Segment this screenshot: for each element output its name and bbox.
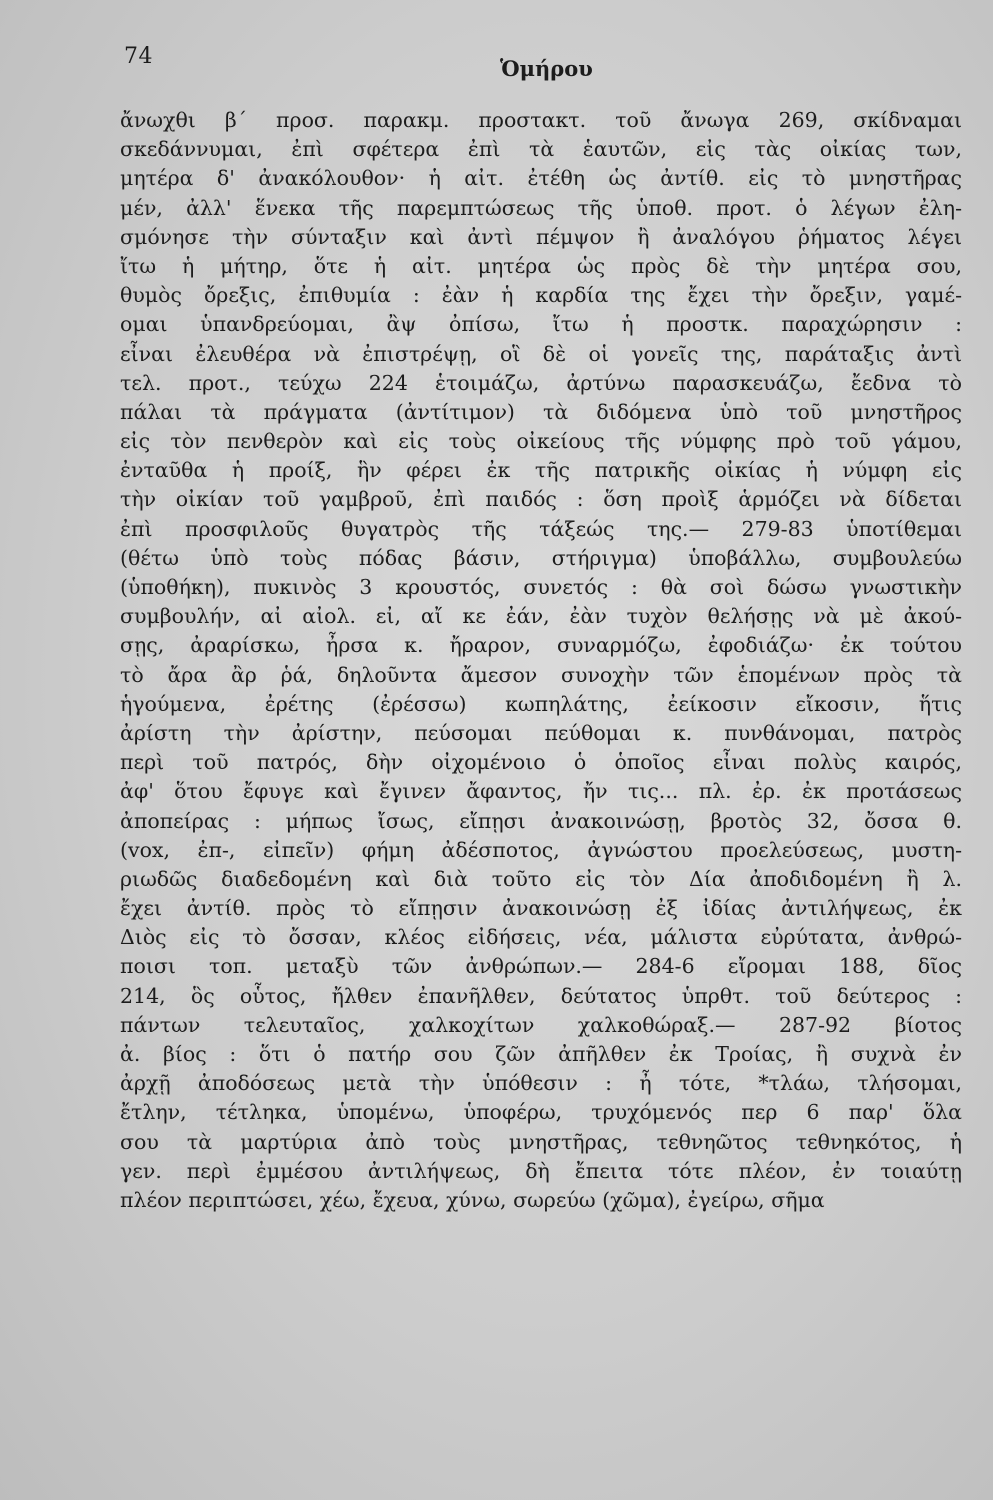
text-line: τελ. προτ., τεύχω 224 ἑτοιμάζω, ἀρτύνω παρασκευάζω, ἔεδνα τὸ — [120, 370, 962, 395]
commentary-text — [120, 106, 962, 1215]
running-title: Ὁμήρου — [500, 56, 593, 81]
text-line: ἄνωχθι β΄ προσ. παρακμ. προστακτ. τοῦ ἄνωγα 269, σκίδναμαι — [120, 108, 962, 132]
page-number: 74 — [124, 44, 153, 69]
text-line: πάλαι τὰ πράγματα (ἀντίτιμον) τὰ διδόμενα ὑπὸ τοῦ μνηστῆρος — [120, 399, 962, 424]
text-line: ἡγούμενα, ἐρέτης (ἐρέσσω) κωπηλάτης, ἐείκοσιν εἴκοσιν, ἥτις — [120, 691, 962, 716]
text-line: ομαι ὑπανδρεύομαι, ἂψ ὀπίσω, ἴτω ἡ προστκ. παραχώρησιν : — [120, 312, 962, 337]
text-line: ἀφ' ὅτου ἔφυγε καὶ ἔγινεν ἄφαντος, ἤν τις... πλ. ἐρ. ἐκ προτάσεως — [120, 779, 962, 804]
text-line: 214, ὃς οὗτος, ἤλθεν ἐπανῆλθεν, δεύτατος ὑπρθτ. τοῦ δεύτερος : — [120, 983, 962, 1008]
text-line: σῃς, ἀραρίσκω, ἦρσα κ. ἤραρον, συναρμόζω, ἐφοδιάζω· ἐκ τούτου — [120, 633, 962, 658]
text-line: εἶναι ἐλευθέρα νὰ ἐπιστρέψῃ, οἳ δὲ οἱ γονεῖς της, παράταξις ἀντὶ — [120, 341, 962, 366]
text-line: τὴν οἰκίαν τοῦ γαμβροῦ, ἐπὶ παιδός : ὅση προὶξ ἁρμόζει νὰ δίδεται — [120, 487, 962, 512]
text-line: σμόνησε τὴν σύνταξιν καὶ ἀντὶ πέμψον ἢ ἀναλόγου ῥήματος λέγει — [120, 224, 962, 249]
text-line: Διὸς εἰς τὸ ὄσσαν, κλέος εἰδήσεις, νέα, μάλιστα εὐρύτατα, ἀνθρώ- — [120, 925, 962, 950]
text-line: ἐνταῦθα ἡ προίξ, ἣν φέρει ἐκ τῆς πατρικῆς οἰκίας ἡ νύμφη εἰς — [120, 458, 962, 483]
text-line: μέν, ἀλλ' ἕνεκα τῆς παρεμπτώσεως τῆς ὑποθ. προτ. ὁ λέγων ἐλη- — [120, 195, 962, 220]
text-line: (vox, ἐπ-, εἰπεῖν) φήμη ἀδέσποτος, ἀγνώστου προελεύσεως, μυστη- — [120, 837, 962, 862]
text-line: ἀρχῇ ἀποδόσεως μετὰ τὴν ὑπόθεσιν : ἦ τότε, *τλάω, τλήσομαι, — [120, 1071, 962, 1096]
text-line: εἰς τὸν πενθερὸν καὶ εἰς τοὺς οἰκείους τῆς νύμφης πρὸ τοῦ γάμου, — [120, 429, 962, 454]
text-line: ἀποπείρας : μήπως ἴσως, εἴπῃσι ἀνακοινώσῃ, βροτὸς 32, ὄσσα θ. — [120, 808, 962, 833]
text-line: σκεδάννυμαι, ἐπὶ σφέτερα ἐπὶ τὰ ἑαυτῶν, εἰς τὰς οἰκίας των, — [120, 137, 962, 162]
text-line: ἔχει ἀντίθ. πρὸς τὸ εἴπῃσιν ἀνακοινώσῃ ἐξ ἰδίας ἀντιλήψεως, ἐκ — [120, 896, 962, 921]
text-line: (ὑποθήκη), πυκινὸς 3 κρουστός, συνετός : θὰ σοὶ δώσω γνωστικὴν — [120, 575, 962, 599]
text-line: (θέτω ὑπὸ τοὺς πόδας βάσιν, στήριγμα) ὑποβάλλω, συμβουλεύω — [120, 545, 962, 570]
text-line: σου τὰ μαρτύρια ἀπὸ τοὺς μνηστῆρας, τεθνηῶτος τεθνηκότος, ἡ — [120, 1129, 962, 1154]
text-line: ἴτω ἡ μήτηρ, ὅτε ἡ αἰτ. μητέρα ὡς πρὸς δὲ τὴν μητέρα σου, — [120, 253, 962, 278]
text-line: τὸ ἄρα ἂρ ῥά, δηλοῦντα ἄμεσον συνοχὴν τῶν ἑπομένων πρὸς τὰ — [120, 662, 962, 687]
text-line: ριωδῶς διαδεδομένη καὶ διὰ τοῦτο εἰς τὸν Δία ἀποδιδομένη ἢ λ. — [120, 866, 962, 891]
text-line: συμβουλήν, αἰ αἰολ. εἰ, αἴ κε ἐάν, ἐὰν τυχὸν θελήσῃς νὰ μὲ ἀκού- — [120, 604, 962, 629]
text-line: περὶ τοῦ πατρός, δὴν οἰχομένοιο ὁ ὁποῖος εἶναι πολὺς καιρός, — [120, 750, 962, 775]
text-line: γεν. περὶ ἐμμέσου ἀντιλήψεως, δὴ ἔπειτα τότε πλέον, ἐν τοιαύτῃ — [120, 1158, 962, 1183]
text-line: ποισι τοπ. μεταξὺ τῶν ἀνθρώπων.— 284-6 εἴρομαι 188, δῖος — [120, 954, 962, 979]
text-line: μητέρα δ' ἀνακόλουθον· ἡ αἰτ. ἐτέθη ὡς ἀντίθ. εἰς τὸ μνηστῆρας — [120, 166, 962, 191]
text-line: πάντων τελευταῖος, χαλκοχίτων χαλκοθώραξ.— 287-92 βίοτος — [120, 1012, 962, 1037]
text-line: ἔτλην, τέτληκα, ὑπομένω, ὑποφέρω, τρυχόμενός περ 6 παρ' ὅλα — [120, 1100, 962, 1125]
text-line: πλέον περιπτώσει, χέω, ἔχευα, χύνω, σωρεύω (χῶμα), ἐγείρω, σῆμα — [120, 1187, 825, 1212]
text-line: ἀρίστη τὴν ἀρίστην, πεύσομαι πεύθομαι κ. πυνθάνομαι, πατρὸς — [120, 720, 962, 745]
text-line: ἐπὶ προσφιλοῦς θυγατρὸς τῆς τάξεώς της.— 279-83 ὑποτίθεμαι — [120, 516, 962, 541]
text-line: ἀ. βίος : ὅτι ὁ πατήρ σου ζῶν ἀπῆλθεν ἐκ Τροίας, ἢ συχνὰ ἐν — [120, 1042, 962, 1066]
text-line: θυμὸς ὄρεξις, ἐπιθυμία : ἐὰν ἡ καρδία της ἔχει τὴν ὄρεξιν, γαμέ- — [120, 283, 962, 308]
